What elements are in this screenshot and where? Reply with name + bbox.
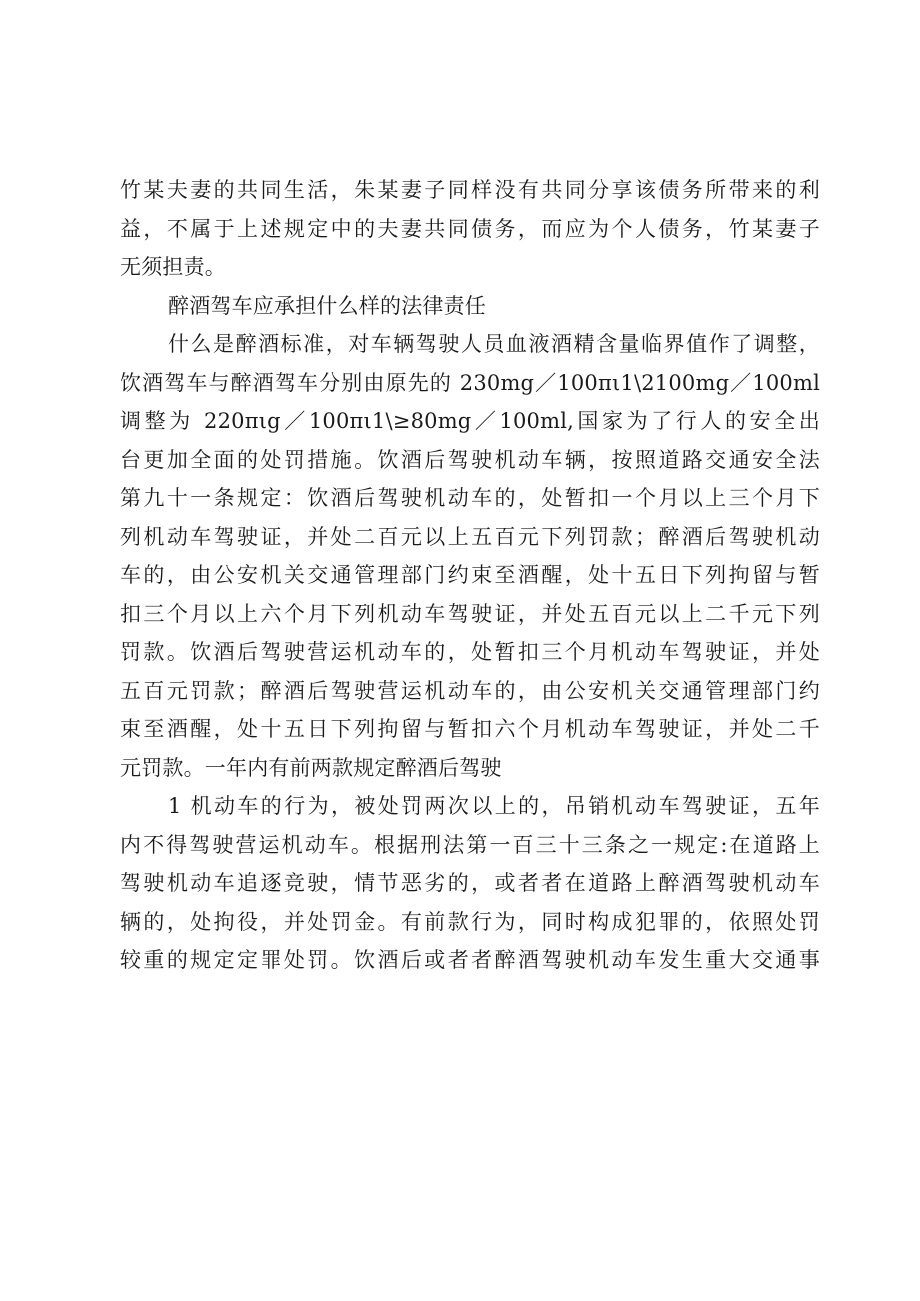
text-line: 无须担责。 bbox=[120, 255, 226, 279]
text-line: 列机动车驾驶证，并处二百元以上五百元下列罚款；醉酒后驾驶机动 bbox=[120, 524, 820, 549]
text-line: 什么是醉酒标准，对车辆驾驶人员血液酒精含量临界值作了调整， bbox=[168, 332, 820, 356]
text-line: 台更加全面的处罚措施。饮酒后驾驶机动车辆，按照道路交通安全法 bbox=[120, 447, 820, 472]
text-line: 调整为 220πιg／100πι1\≥80mg／100ml,国家为了行人的安全出 bbox=[120, 409, 820, 433]
text-line: 1 机动车的行为，被处罚两次以上的，吊销机动车驾驶证，五年 bbox=[168, 794, 820, 818]
paragraph-continuation bbox=[120, 171, 820, 287]
paragraph-penalties bbox=[120, 325, 820, 787]
text-line: 罚款。饮酒后驾驶营运机动车的，处暂扣三个月机动车驾驶证，并处 bbox=[120, 640, 820, 664]
text-line: 五百元罚款；醉酒后驾驶营运机动车的，由公安机关交通管理部门约 bbox=[120, 678, 820, 703]
paragraph-criminal-law bbox=[120, 787, 820, 980]
text-line: 竹某夫妻的共同生活，朱某妻子同样没有共同分享该债务所带来的利 bbox=[120, 178, 820, 202]
text-line: 车的，由公安机关交通管理部门约束至酒醒，处十五日下列拘留与暂 bbox=[120, 563, 820, 587]
document-body bbox=[120, 171, 820, 980]
text-line: 束至酒醒，处十五日下列拘留与暂扣六个月机动车驾驶证，并处二千 bbox=[120, 717, 820, 741]
text-line: 元罚款。一年内有前两款规定醉酒后驾驶 bbox=[120, 755, 502, 780]
text-line: 第九十一条规定：饮酒后驾驶机动车的，处暂扣一个月以上三个月下 bbox=[120, 486, 820, 510]
text-line: 扣三个月以上六个月下列机动车驾驶证，并处五百元以上二千元下列 bbox=[120, 601, 820, 626]
text-line: 驾驶机动车追逐竞驶，情节恶劣的，或者者在道路上醉酒驾驶机动车 bbox=[120, 871, 820, 895]
text-line: 内不得驾驶营运机动车。根据刑法第一百三十三条之一规定:在道路上 bbox=[120, 832, 820, 857]
section-heading bbox=[120, 287, 820, 326]
section-heading-text: 醉酒驾车应承担什么样的法律责任 bbox=[168, 293, 486, 318]
text-line: 较重的规定定罪处罚。饮酒后或者者醉酒驾驶机动车发生重大交通事 bbox=[120, 948, 820, 972]
text-line: 辆的，处拘役，并处罚金。有前款行为，同时构成犯罪的，依照处罚 bbox=[120, 909, 820, 934]
text-line: 饮酒驾车与醉酒驾车分别由原先的 230mg／100πι1\2100mg／100ml bbox=[120, 370, 820, 395]
text-line: 益，不属于上述规定中的夫妻共同债务，而应为个人债务，竹某妻子 bbox=[120, 216, 820, 241]
